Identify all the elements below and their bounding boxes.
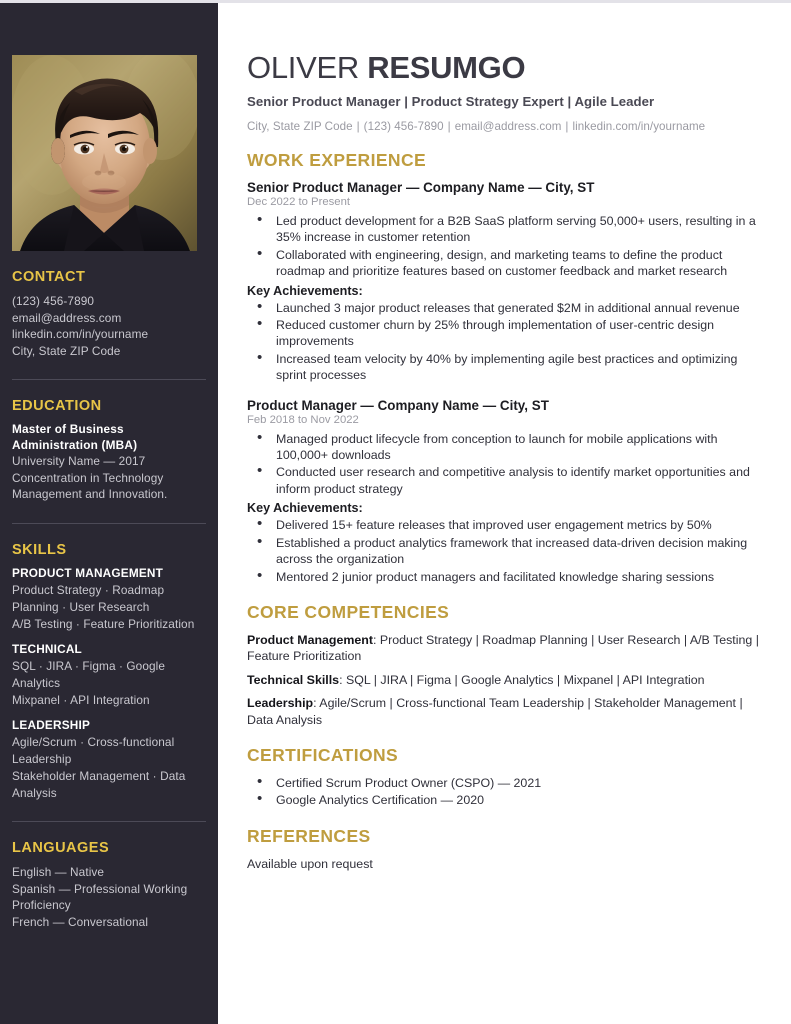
separator: | [565,120,569,133]
list-item: • Established a product analytics framework that increased data-driven decision making across the organization [247,535,765,568]
language-item: Spanish — Professional Working Proficiency [12,881,188,912]
languages-heading: LANGUAGES [12,840,110,856]
skills-group [12,566,206,633]
certifications-list [247,775,765,809]
competency-label: Technical Skills [247,672,340,687]
language-item: French — Conversational [12,914,149,929]
competency-value: : Product Strategy | Roadmap Planning | User Research | A/B Testing | Feature Prioritization [247,632,759,664]
header-linkedin[interactable]: linkedin.com/in/yourname [572,120,706,133]
references-text: Available upon request [247,856,373,871]
list-item: • Google Analytics Certification — 2020 [247,792,765,808]
key-achievements-label: Key Achievements: [247,501,363,516]
list-item: • Reduced customer churn by 25% through implementation of user-centric design improvements [247,317,765,350]
job-bullets [247,213,765,280]
education-degree: Master of Business Administration (MBA) [12,422,138,452]
header-phone: (123) 456-7890 [363,120,444,133]
job-achievements [247,517,765,585]
education-school: University Name — 2017 [12,454,146,468]
skills-group [12,718,206,802]
job-title: Product Manager — Company Name — City, ST [247,397,549,413]
divider [12,379,206,380]
page-title [247,50,765,86]
job-achievements [247,300,765,384]
competency-row [247,695,765,728]
sidebar-section-contact [12,269,206,359]
job-date: Dec 2022 to Present [247,196,350,208]
skills-group-label: LEADERSHIP [12,717,91,732]
competency-label: Product Management [247,632,373,647]
education-heading: EDUCATION [12,398,102,414]
contact-address: City, State ZIP Code [12,343,121,358]
list-item: • Launched 3 major product releases that generated $2M in additional annual revenue [247,300,765,316]
skills-heading: SKILLS [12,541,67,558]
sidebar-section-education [12,398,206,503]
job-title: Senior Product Manager — Company Name — City, ST [247,180,595,195]
competency-label: Leadership [247,696,314,711]
certifications-heading: CERTIFICATIONS [247,744,399,765]
header-email[interactable]: email@address.com [454,120,562,133]
professional-tagline: Senior Product Manager | Product Strategy Expert | Agile Leader [247,94,655,109]
key-achievements-label: Key Achievements: [247,283,363,298]
work-experience-heading: WORK EXPERIENCE [247,150,427,170]
first-name: OLIVER [247,50,368,85]
job-entry [247,398,765,585]
list-item: • Managed product lifecycle from conception to launch for mobile applications with 100,000+ downloads [247,431,765,464]
sidebar-section-languages [12,840,206,930]
contact-linkedin: linkedin.com/in/yourname [12,327,149,341]
portrait-photo-icon [12,55,197,251]
main-content [218,3,791,1024]
last-name: RESUMGO [367,50,526,85]
list-item: • Collaborated with engineering, design, and marketing teams to define the product roadmap and prioritize features based on customer feedback and market research [247,247,765,280]
sidebar-section-skills [12,542,206,802]
references-heading: REFERENCES [247,825,371,846]
language-item: English — Native [12,865,105,879]
avatar [12,55,197,251]
separator: | [356,120,360,133]
skills-group-line: Product Strategy · Roadmap Planning · User Research [12,583,165,614]
skills-group-line: Agile/Scrum · Cross-functional Leadership [12,735,175,766]
skills-group-label: PRODUCT MANAGEMENT [12,565,164,580]
list-item: • Led product development for a B2B SaaS platform serving 50,000+ users, resulting in a 35% increase in customer retention [247,213,765,246]
divider [12,523,206,524]
skills-group-line: Stakeholder Management · Data Analysis [12,769,186,800]
job-date: Feb 2018 to Nov 2022 [247,413,359,426]
list-item: • Increased team velocity by 40% by implementing agile best practices and optimizing sprint processes [247,351,765,384]
skills-group-line: A/B Testing · Feature Prioritization [12,617,195,631]
education-detail: Concentration in Technology Management and Innovation. [12,470,168,501]
sidebar [0,3,218,1024]
list-item: • Delivered 15+ feature releases that improved user engagement metrics by 50% [247,517,765,533]
competency-row [247,672,765,688]
list-item: • Mentored 2 junior product managers and facilitated knowledge sharing sessions [247,569,765,585]
competency-row [247,632,765,665]
job-bullets [247,431,765,498]
contact-heading: CONTACT [12,269,86,285]
skills-group-line: Mixpanel · API Integration [12,693,150,707]
core-competencies-heading: CORE COMPETENCIES [247,601,450,622]
skills-group [12,642,206,709]
contact-phone: (123) 456-7890 [12,294,95,308]
header-contact-line [247,120,765,133]
competency-value: : SQL | JIRA | Figma | Google Analytics | Mixpanel | API Integration [339,672,705,687]
divider [12,821,206,822]
skills-group-line: SQL · JIRA · Figma · Google Analytics [12,659,166,690]
contact-email: email@address.com [12,310,122,325]
header-location: City, State ZIP Code [247,120,353,133]
competency-value: : Agile/Scrum | Cross-functional Team Leadership | Stakeholder Management | Data Analysis [247,696,743,727]
list-item: • Certified Scrum Product Owner (CSPO) — 2021 [247,775,765,791]
separator: | [447,120,451,133]
job-entry [247,180,765,384]
skills-group-label: TECHNICAL [12,641,82,656]
list-item: • Conducted user research and competitive analysis to identify market opportunities and inform product strategy [247,464,765,497]
